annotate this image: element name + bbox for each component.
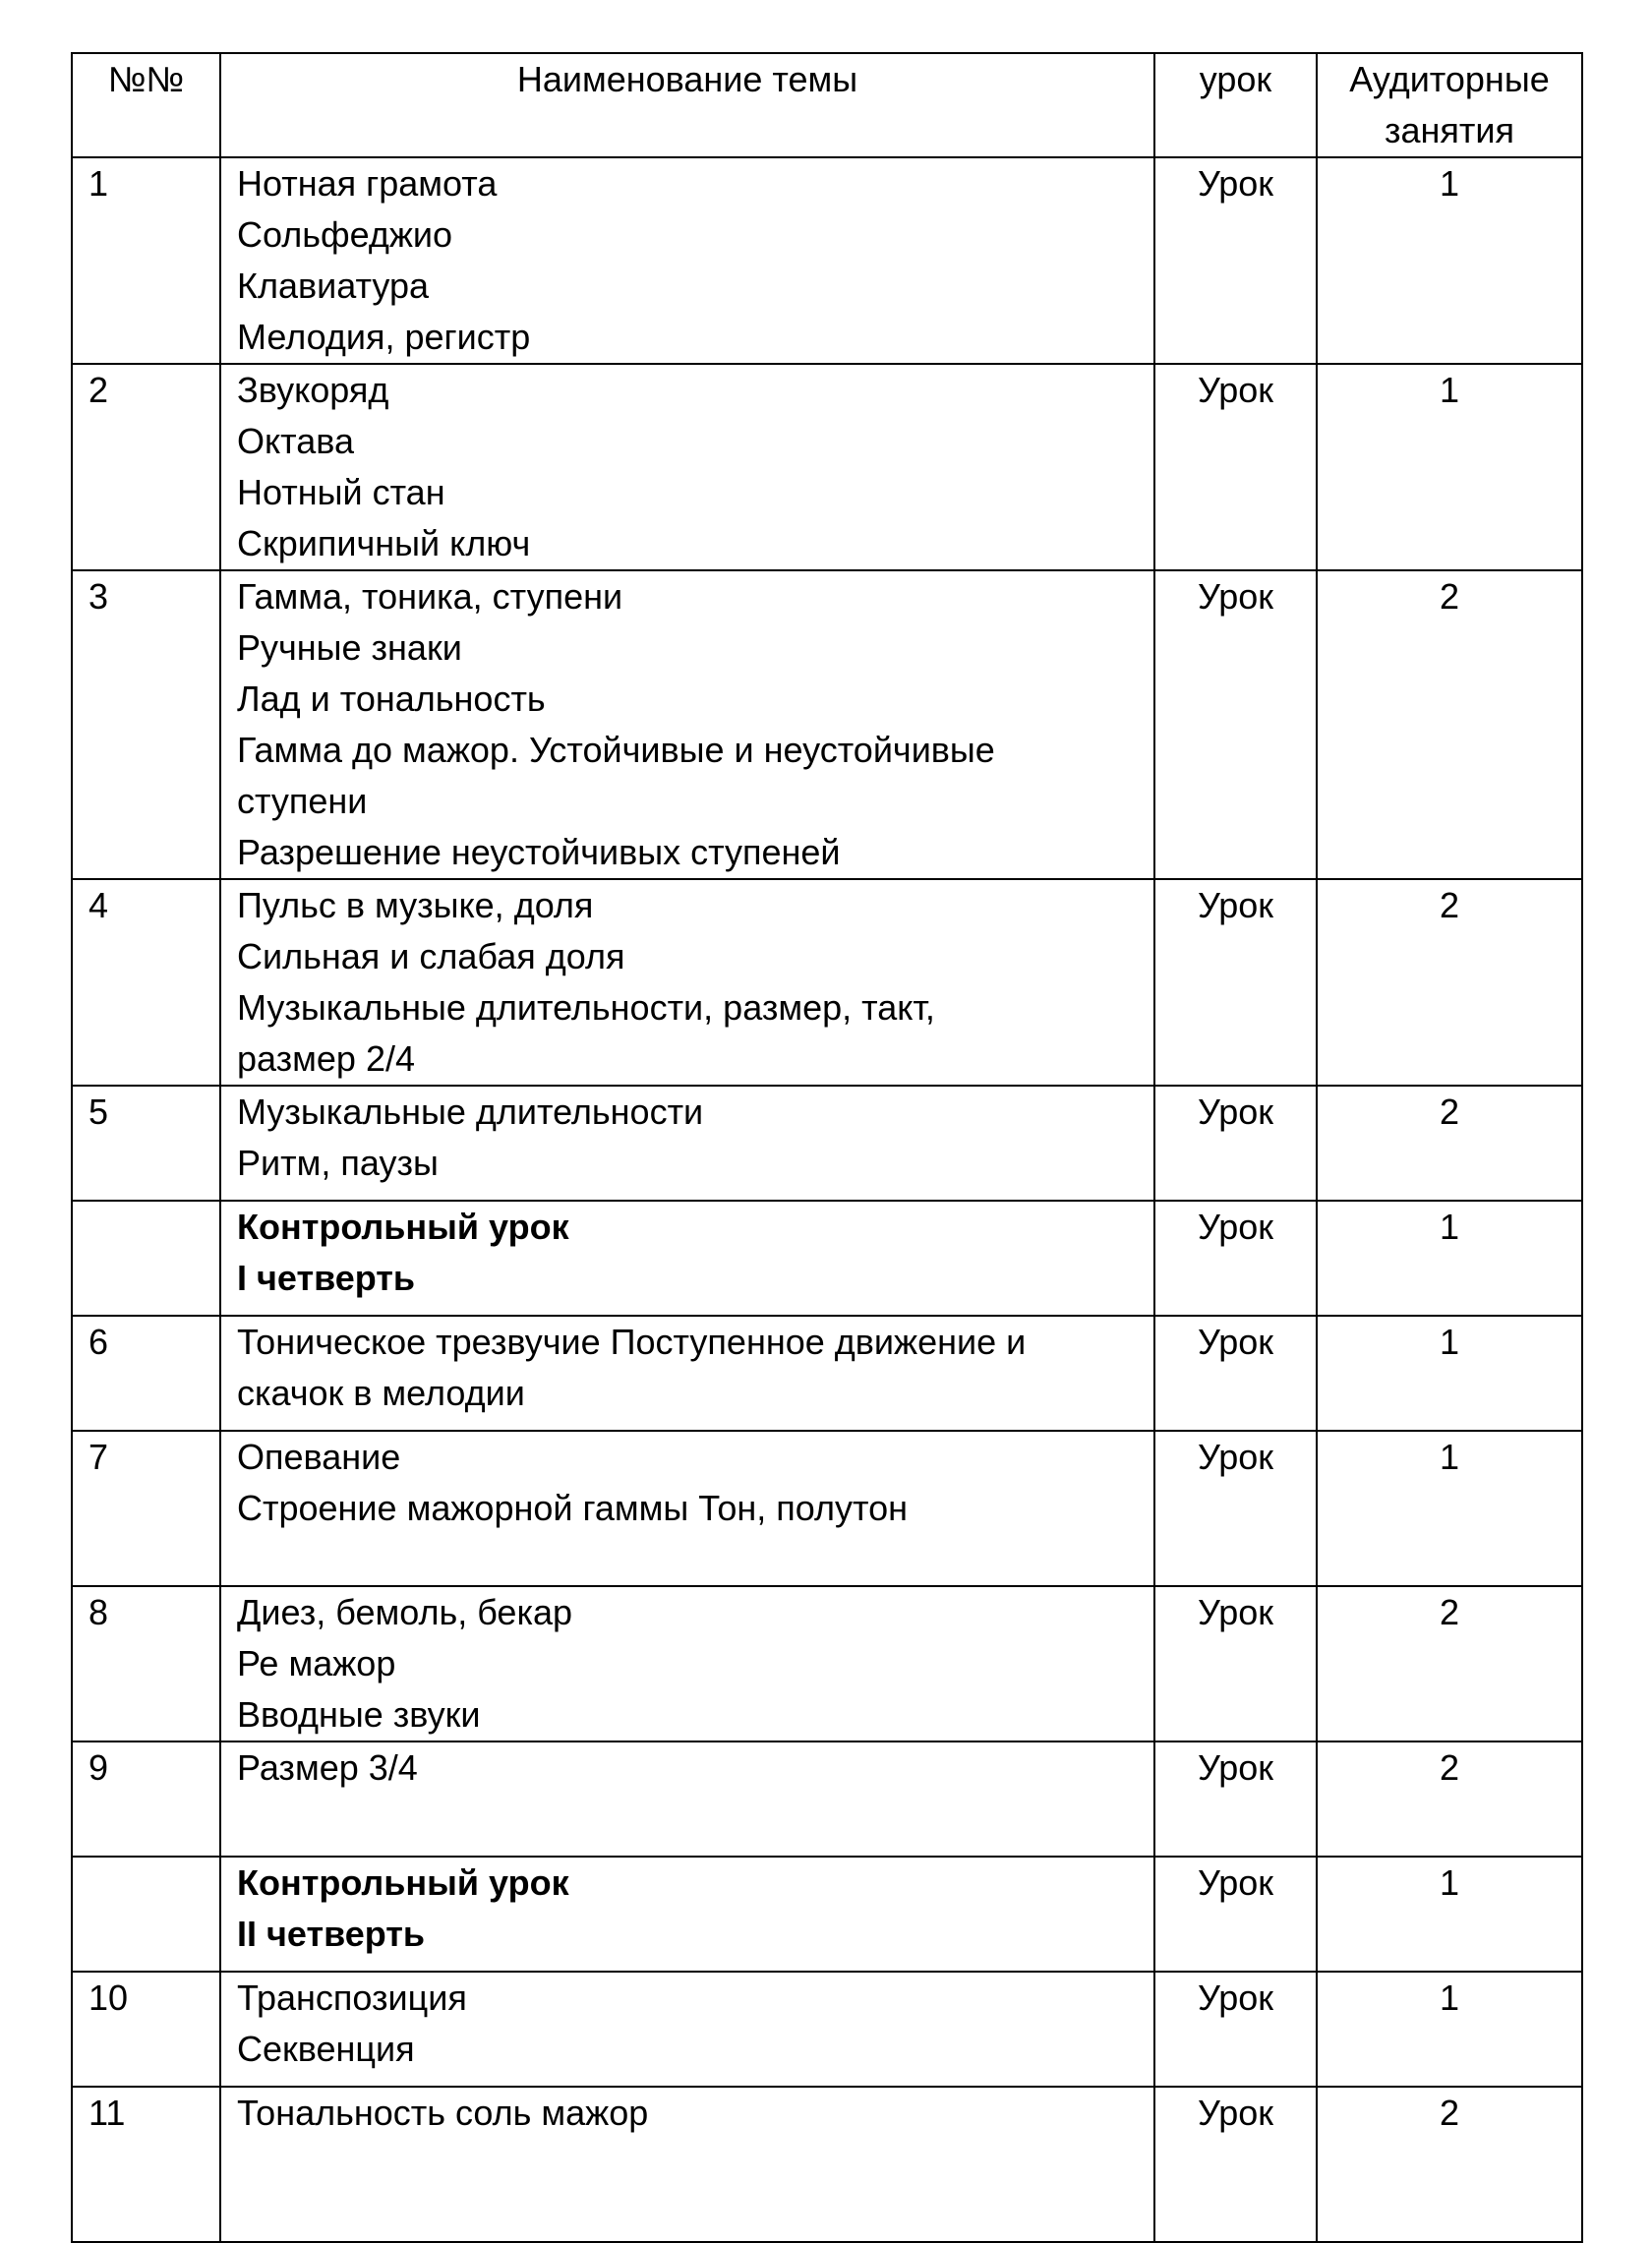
topic-line: Транспозиция	[237, 1977, 467, 2018]
row-topic	[220, 1972, 1154, 2087]
topic-line: Разрешение неустойчивых ступеней	[237, 832, 841, 872]
row-topic	[220, 879, 1154, 1086]
topic-line: Ритм, паузы	[237, 1143, 439, 1183]
row-hours: 1	[1317, 1201, 1582, 1316]
row-number: 1	[72, 157, 220, 364]
row-hours: 2	[1317, 1086, 1582, 1201]
topic-line: Вводные звуки	[237, 1694, 481, 1735]
topic-line: Клавиатура	[237, 266, 429, 306]
topic-line: Тональность соль мажор	[237, 2093, 649, 2133]
topic-line: Нотная грамота	[237, 163, 498, 204]
table-row	[72, 1857, 1582, 1972]
table-row	[72, 364, 1582, 570]
row-lesson-type: Урок	[1154, 157, 1317, 364]
row-lesson-type: Урок	[1154, 2087, 1317, 2242]
row-topic	[220, 1586, 1154, 1741]
row-hours: 2	[1317, 2087, 1582, 2242]
row-topic	[220, 1857, 1154, 1972]
topic-line: Октава	[237, 421, 355, 461]
table-row	[72, 1086, 1582, 1201]
row-lesson-type: Урок	[1154, 1086, 1317, 1201]
topic-line: Сильная и слабая доля	[237, 936, 625, 976]
topic-line: Тоническое трезвучие Поступенное движение и	[237, 1322, 1027, 1362]
topic-line: Звукоряд	[237, 370, 389, 410]
row-lesson-type: Урок	[1154, 1316, 1317, 1431]
row-number: 6	[72, 1316, 220, 1431]
topic-line: Размер 3/4	[237, 1747, 418, 1788]
row-hours: 1	[1317, 1972, 1582, 2087]
topic-line: Скрипичный ключ	[237, 523, 531, 563]
topic-line: Лад и тональность	[237, 679, 546, 719]
topic-line: скачок в мелодии	[237, 1373, 525, 1413]
topic-line: I четверть	[237, 1258, 416, 1298]
topic-line: Сольфеджио	[237, 214, 453, 255]
header-hours-line1: Аудиторные	[1349, 59, 1550, 99]
header-hours	[1317, 53, 1582, 157]
topic-line: Гамма до мажор. Устойчивые и неустойчивые	[237, 730, 995, 770]
row-lesson-type: Урок	[1154, 1201, 1317, 1316]
row-hours: 1	[1317, 157, 1582, 364]
header-row	[72, 53, 1582, 157]
row-lesson-type: Урок	[1154, 1586, 1317, 1741]
header-lesson: урок	[1154, 53, 1317, 157]
row-hours: 1	[1317, 1431, 1582, 1586]
table-row	[72, 1741, 1582, 1857]
topic-line: Гамма, тоника, ступени	[237, 576, 623, 617]
topic-line: Контрольный урок	[237, 1862, 569, 1903]
row-hours: 2	[1317, 1741, 1582, 1857]
row-number: 8	[72, 1586, 220, 1741]
table-row	[72, 1972, 1582, 2087]
row-number: 7	[72, 1431, 220, 1586]
topic-line: Строение мажорной гаммы Тон, полутон	[237, 1488, 909, 1528]
row-topic	[220, 1316, 1154, 1431]
row-number	[72, 1857, 220, 1972]
topic-line: Музыкальные длительности, размер, такт,	[237, 987, 935, 1028]
row-number: 11	[72, 2087, 220, 2242]
row-number: 3	[72, 570, 220, 879]
row-number: 5	[72, 1086, 220, 1201]
table-row	[72, 1316, 1582, 1431]
topic-line: Диез, бемоль, бекар	[237, 1592, 573, 1632]
row-lesson-type: Урок	[1154, 570, 1317, 879]
lesson-plan-table	[71, 52, 1583, 2243]
row-number: 10	[72, 1972, 220, 2087]
row-hours: 2	[1317, 1586, 1582, 1741]
topic-line: Ре мажор	[237, 1643, 396, 1683]
table-row	[72, 1201, 1582, 1316]
table-row	[72, 570, 1582, 879]
row-number: 2	[72, 364, 220, 570]
table-row	[72, 2087, 1582, 2242]
row-number: 9	[72, 1741, 220, 1857]
header-num: №№	[72, 53, 220, 157]
topic-line: Контрольный урок	[237, 1207, 569, 1247]
topic-line: Пульс в музыке, доля	[237, 885, 594, 925]
row-topic	[220, 570, 1154, 879]
row-hours: 2	[1317, 879, 1582, 1086]
row-lesson-type: Урок	[1154, 1857, 1317, 1972]
row-lesson-type: Урок	[1154, 1741, 1317, 1857]
topic-line: Нотный стан	[237, 472, 445, 512]
topic-line: Опевание	[237, 1437, 401, 1477]
row-topic	[220, 2087, 1154, 2242]
row-lesson-type: Урок	[1154, 1972, 1317, 2087]
row-topic	[220, 1201, 1154, 1316]
topic-line: Ручные знаки	[237, 627, 462, 668]
table-row	[72, 1431, 1582, 1586]
row-lesson-type: Урок	[1154, 879, 1317, 1086]
table-body	[72, 157, 1582, 2242]
row-hours: 1	[1317, 364, 1582, 570]
topic-line: Секвенция	[237, 2029, 415, 2069]
table-row	[72, 1586, 1582, 1741]
row-number	[72, 1201, 220, 1316]
topic-line: II четверть	[237, 1914, 426, 1954]
table-row	[72, 157, 1582, 364]
row-hours: 2	[1317, 570, 1582, 879]
topic-line: размер 2/4	[237, 1038, 415, 1079]
header-hours-line2: занятия	[1385, 110, 1514, 150]
row-lesson-type: Урок	[1154, 1431, 1317, 1586]
row-hours: 1	[1317, 1857, 1582, 1972]
row-topic	[220, 1741, 1154, 1857]
row-topic	[220, 364, 1154, 570]
row-topic	[220, 157, 1154, 364]
topic-line: Мелодия, регистр	[237, 317, 531, 357]
topic-line: ступени	[237, 781, 368, 821]
row-topic	[220, 1431, 1154, 1586]
row-hours: 1	[1317, 1316, 1582, 1431]
table-row	[72, 879, 1582, 1086]
topic-line: Музыкальные длительности	[237, 1092, 704, 1132]
row-topic	[220, 1086, 1154, 1201]
row-lesson-type: Урок	[1154, 364, 1317, 570]
header-topic: Наименование темы	[220, 53, 1154, 157]
row-number: 4	[72, 879, 220, 1086]
